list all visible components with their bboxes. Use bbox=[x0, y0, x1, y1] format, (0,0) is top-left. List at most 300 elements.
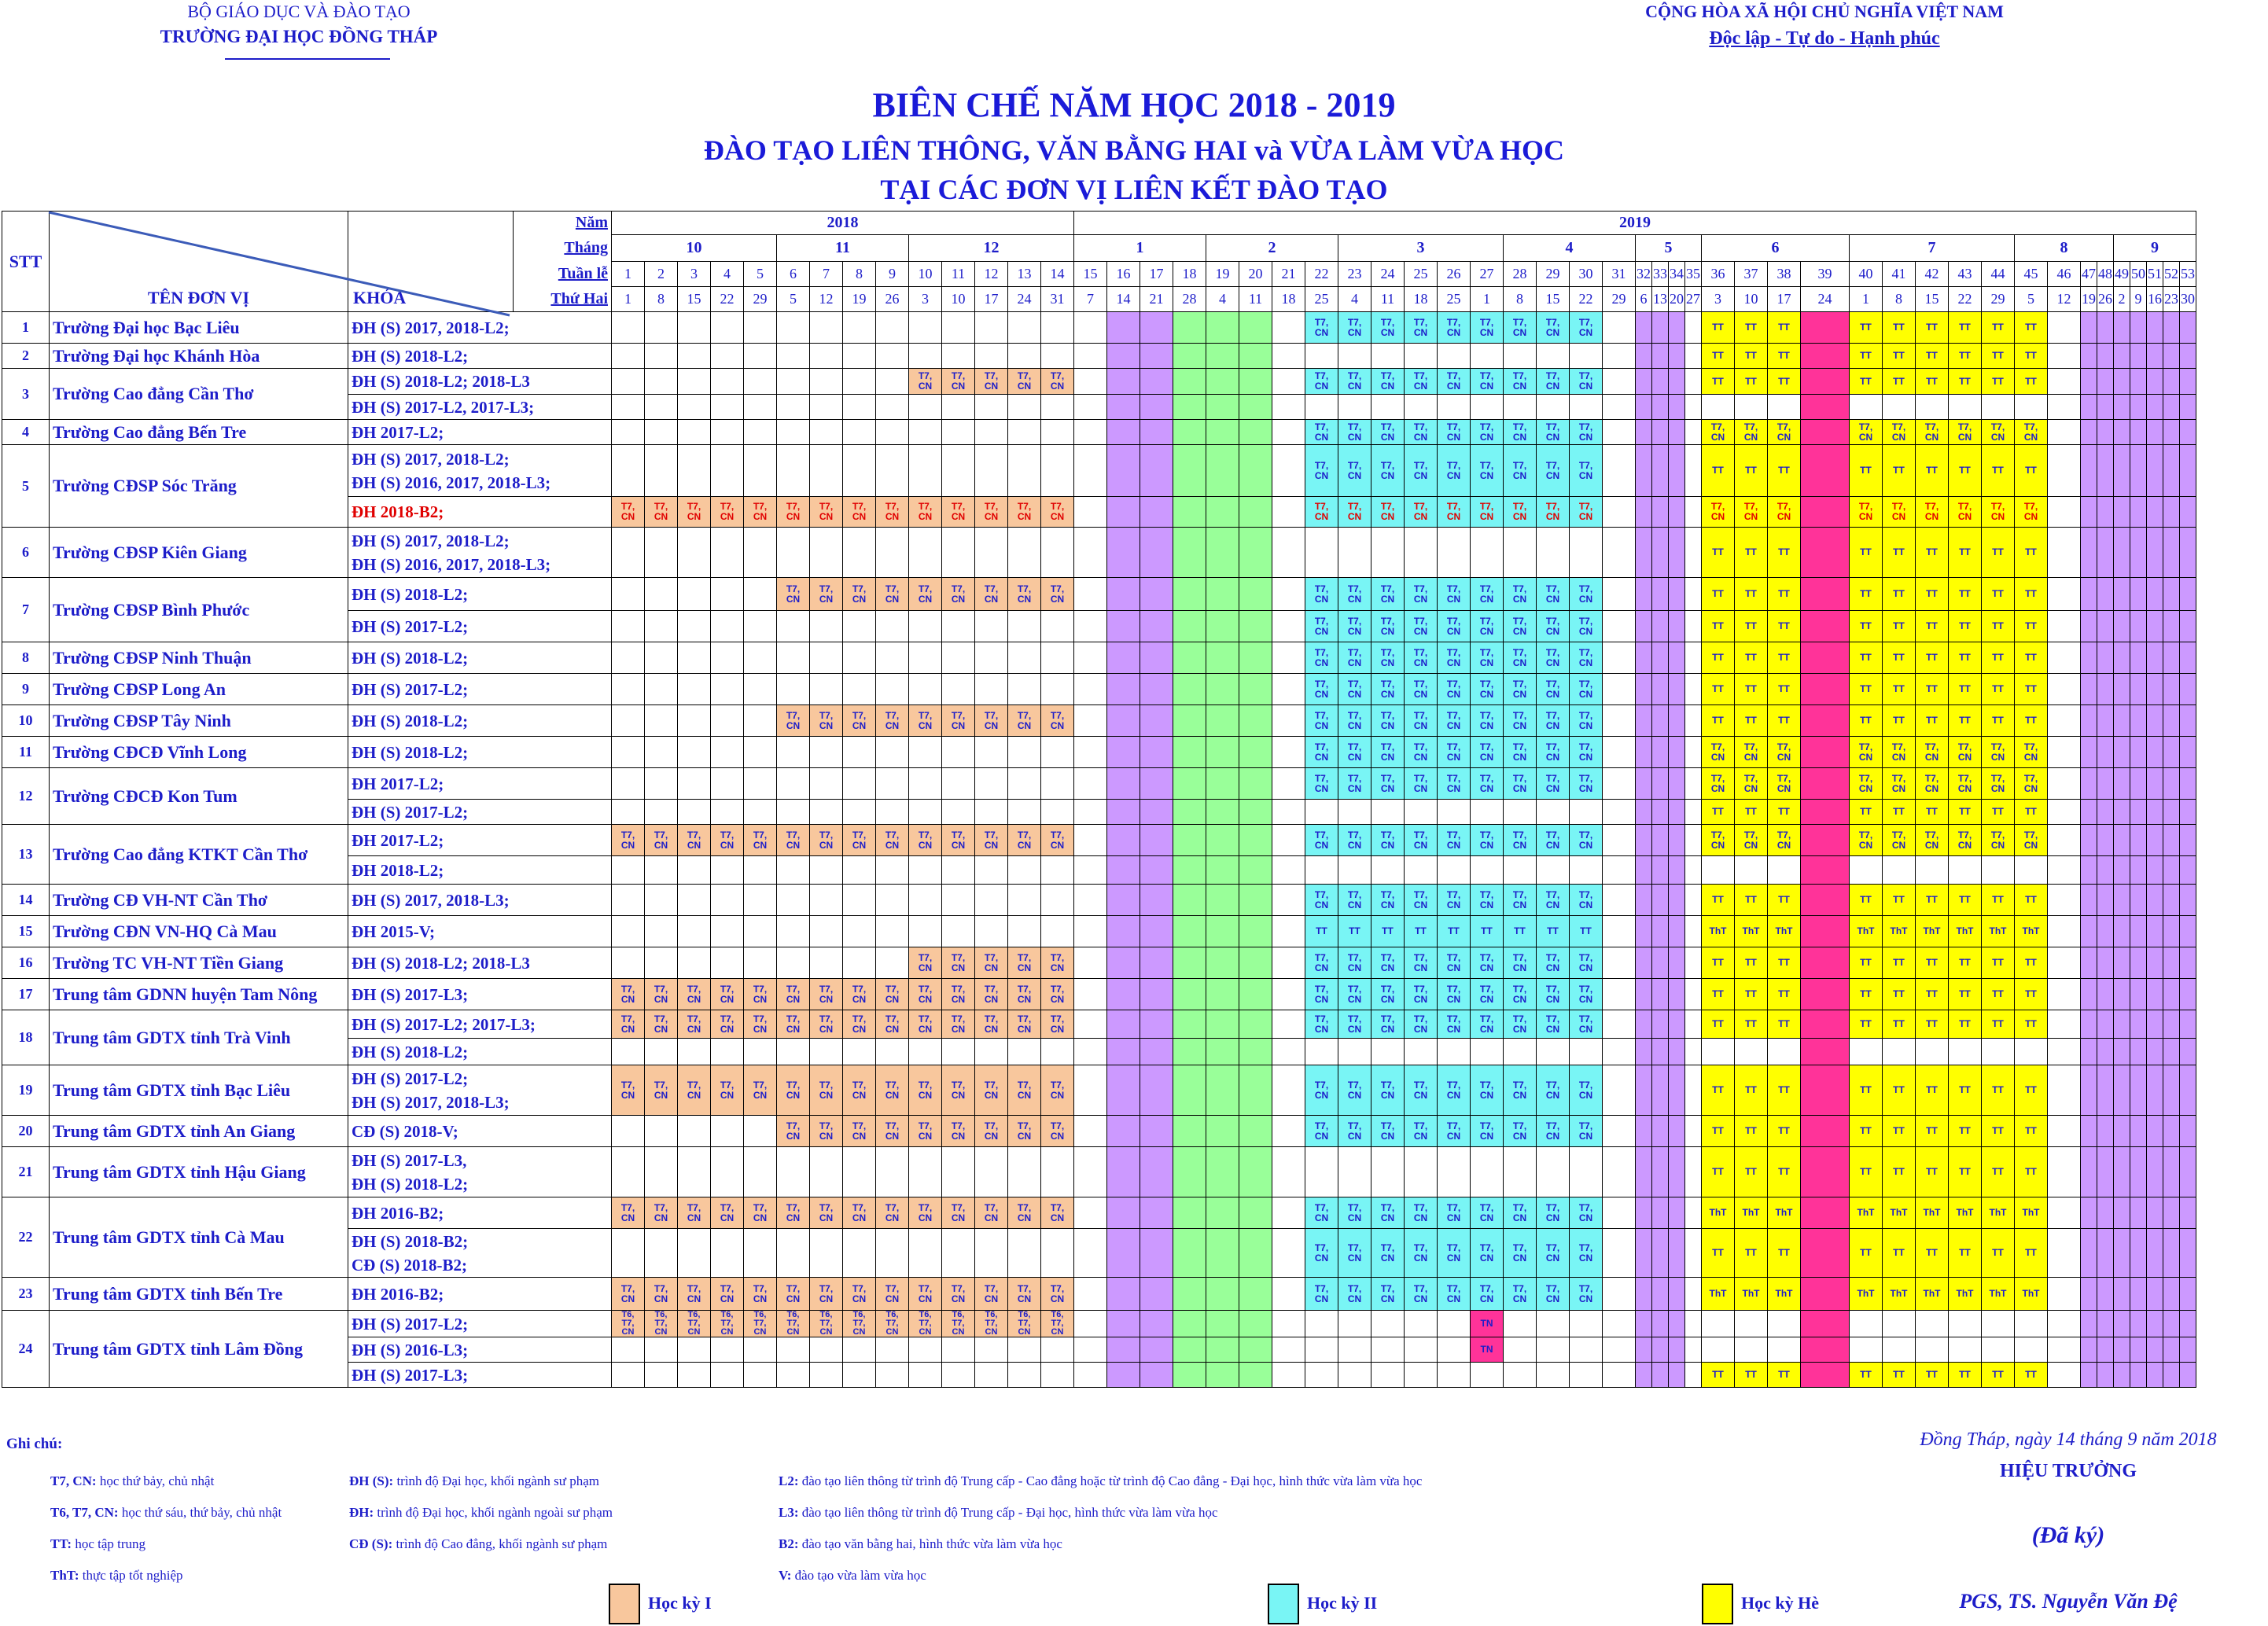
note-value: đào tạo liên thông từ trình độ Trung cấp - Cao đẳng hoặc từ trình độ Cao đẳng - Đại học, hình thức vừa làm vừa học bbox=[798, 1473, 1423, 1488]
schedule-cell: T7, CN bbox=[1504, 1065, 1537, 1116]
schedule-cell bbox=[2147, 445, 2163, 497]
schedule-cell bbox=[2114, 947, 2130, 979]
schedule-cell: ThT bbox=[2015, 1197, 2048, 1229]
schedule-cell bbox=[1173, 947, 1206, 979]
note-key: V: bbox=[779, 1568, 792, 1583]
schedule-cell bbox=[2180, 916, 2196, 947]
schedule-cell bbox=[1405, 344, 1438, 369]
schedule-cell bbox=[1949, 1039, 1982, 1065]
schedule-cell bbox=[1206, 369, 1239, 395]
schedule-cell bbox=[2081, 885, 2097, 916]
schedule-cell: T7, CN bbox=[612, 1065, 645, 1116]
row-stt: 17 bbox=[2, 979, 50, 1010]
schedule-cell: T7, CN bbox=[810, 578, 843, 611]
schedule-cell bbox=[2114, 1337, 2130, 1363]
schedule-cell bbox=[2114, 1229, 2130, 1278]
note-value: học tập trung bbox=[72, 1536, 146, 1551]
schedule-cell: TT bbox=[1949, 800, 1982, 825]
schedule-cell: TT bbox=[1982, 705, 2015, 737]
schedule-cell bbox=[1471, 856, 1504, 885]
schedule-cell: T7, CN bbox=[1537, 611, 1570, 642]
schedule-cell bbox=[975, 312, 1008, 344]
schedule-cell bbox=[843, 1337, 876, 1363]
schedule-cell: T7, CN bbox=[810, 1065, 843, 1116]
schedule-cell bbox=[1652, 1337, 1669, 1363]
schedule-cell bbox=[2114, 1363, 2130, 1388]
schedule-cell: T7, CN bbox=[975, 497, 1008, 528]
schedule-cell bbox=[2114, 1311, 2130, 1337]
week-cell: 15 bbox=[1074, 262, 1107, 287]
schedule-cell bbox=[777, 1147, 810, 1197]
schedule-cell: T7, CN bbox=[1371, 737, 1405, 768]
table-row bbox=[2, 947, 2196, 979]
schedule-cell bbox=[942, 1363, 975, 1388]
schedule-cell bbox=[2147, 611, 2163, 642]
schedule-cell: TT bbox=[1916, 578, 1949, 611]
schedule-cell bbox=[1008, 800, 1041, 825]
schedule-cell bbox=[1206, 1147, 1239, 1197]
schedule-cell bbox=[678, 1337, 711, 1363]
schedule-cell bbox=[678, 420, 711, 445]
schedule-cell: TT bbox=[1916, 705, 1949, 737]
week-cell: 28 bbox=[1504, 262, 1537, 287]
row-unit-name: Trường Cao đẳng Cần Thơ bbox=[50, 369, 348, 420]
schedule-cell bbox=[1685, 800, 1702, 825]
schedule-cell bbox=[1603, 800, 1636, 825]
schedule-cell: T7, CN bbox=[645, 1278, 678, 1311]
schedule-cell: T7, CN bbox=[1702, 420, 1735, 445]
schedule-cell: T6, T7, CN bbox=[777, 1311, 810, 1337]
schedule-cell bbox=[1982, 395, 2015, 420]
schedule-cell: T7, CN bbox=[975, 979, 1008, 1010]
row-khoa: ĐH (S) 2018-L2; bbox=[348, 737, 612, 768]
schedule-cell bbox=[1041, 1039, 1074, 1065]
schedule-cell: T7, CN bbox=[1504, 578, 1537, 611]
schedule-cell bbox=[1768, 856, 1801, 885]
schedule-cell: T6, T7, CN bbox=[942, 1311, 975, 1337]
schedule-cell bbox=[1074, 1337, 1107, 1363]
schedule-cell bbox=[2130, 611, 2147, 642]
schedule-cell bbox=[2081, 705, 2097, 737]
schedule-cell bbox=[777, 1039, 810, 1065]
schedule-cell bbox=[645, 674, 678, 705]
schedule-cell: TT bbox=[1768, 1147, 1801, 1197]
monday-cell: 30 bbox=[2180, 287, 2196, 312]
schedule-cell bbox=[975, 856, 1008, 885]
schedule-cell bbox=[744, 768, 777, 800]
schedule-cell: T7, CN bbox=[1305, 979, 1338, 1010]
schedule-cell bbox=[1305, 1337, 1338, 1363]
row-unit-name: Trung tâm GDTX tỉnh Trà Vinh bbox=[50, 1010, 348, 1065]
schedule-cell: T7, CN bbox=[1371, 1065, 1405, 1116]
schedule-cell: T7, CN bbox=[942, 369, 975, 395]
schedule-cell: T7, CN bbox=[909, 1065, 942, 1116]
schedule-cell bbox=[810, 1039, 843, 1065]
schedule-cell: TT bbox=[1735, 800, 1768, 825]
schedule-cell: T7, CN bbox=[1305, 1229, 1338, 1278]
schedule-cell bbox=[1636, 1229, 1652, 1278]
monday-cell: 17 bbox=[975, 287, 1008, 312]
schedule-cell bbox=[2163, 642, 2180, 674]
schedule-cell bbox=[876, 445, 909, 497]
row-unit-name: Trung tâm GDTX tỉnh An Giang bbox=[50, 1116, 348, 1147]
row-khoa: ĐH 2016-B2; bbox=[348, 1197, 612, 1229]
schedule-cell bbox=[1636, 611, 1652, 642]
schedule-cell bbox=[2097, 1147, 2114, 1197]
schedule-cell bbox=[1272, 1229, 1305, 1278]
table-row bbox=[2, 979, 2196, 1010]
schedule-cell bbox=[1504, 344, 1537, 369]
schedule-cell: ThT bbox=[1768, 1278, 1801, 1311]
schedule-cell bbox=[1338, 1337, 1371, 1363]
schedule-cell bbox=[1801, 528, 1850, 578]
schedule-cell bbox=[612, 445, 645, 497]
schedule-cell bbox=[2097, 1278, 2114, 1311]
schedule-cell bbox=[1272, 1039, 1305, 1065]
schedule-cell bbox=[843, 768, 876, 800]
schedule-cell: T7, CN bbox=[876, 979, 909, 1010]
schedule-cell bbox=[2163, 856, 2180, 885]
schedule-cell: T7, CN bbox=[612, 1278, 645, 1311]
schedule-cell bbox=[2097, 420, 2114, 445]
schedule-cell: T7, CN bbox=[843, 1065, 876, 1116]
schedule-cell bbox=[942, 1229, 975, 1278]
schedule-cell bbox=[1173, 395, 1206, 420]
row-unit-name: Trường CĐN VN-HQ Cà Mau bbox=[50, 916, 348, 947]
page-title: BIÊN CHẾ NĂM HỌC 2018 - 2019 bbox=[872, 86, 1396, 124]
schedule-cell bbox=[1140, 344, 1173, 369]
schedule-cell bbox=[1074, 979, 1107, 1010]
schedule-cell: T7, CN bbox=[678, 1278, 711, 1311]
row-khoa: ĐH (S) 2017, 2018-L3; bbox=[348, 885, 612, 916]
monday-cell: 25 bbox=[1305, 287, 1338, 312]
schedule-cell bbox=[2081, 1229, 2097, 1278]
motto-label: Độc lập - Tự do - Hạnh phúc bbox=[1709, 28, 1940, 49]
schedule-cell bbox=[1438, 800, 1471, 825]
schedule-cell bbox=[1173, 1197, 1206, 1229]
schedule-cell bbox=[1636, 1278, 1652, 1311]
schedule-cell: T7, CN bbox=[1405, 578, 1438, 611]
row-khoa: ĐH (S) 2017-L2; bbox=[348, 800, 612, 825]
schedule-cell: TT bbox=[1702, 1147, 1735, 1197]
schedule-cell bbox=[1371, 344, 1405, 369]
schedule-cell bbox=[2163, 1197, 2180, 1229]
schedule-cell bbox=[1652, 1116, 1669, 1147]
schedule-cell bbox=[678, 947, 711, 979]
schedule-cell bbox=[1652, 674, 1669, 705]
schedule-cell bbox=[1239, 768, 1272, 800]
schedule-cell bbox=[1685, 1065, 1702, 1116]
schedule-cell bbox=[2081, 825, 2097, 856]
schedule-cell bbox=[1173, 1337, 1206, 1363]
schedule-cell bbox=[2163, 445, 2180, 497]
schedule-cell bbox=[2130, 445, 2147, 497]
schedule-cell bbox=[1371, 1311, 1405, 1337]
schedule-cell: TT bbox=[1883, 1147, 1916, 1197]
schedule-cell bbox=[1008, 445, 1041, 497]
schedule-cell: T7, CN bbox=[1338, 705, 1371, 737]
schedule-cell bbox=[810, 395, 843, 420]
schedule-cell bbox=[1603, 1147, 1636, 1197]
monday-cell: 22 bbox=[711, 287, 744, 312]
schedule-cell bbox=[1173, 825, 1206, 856]
schedule-cell bbox=[942, 528, 975, 578]
schedule-cell bbox=[1801, 979, 1850, 1010]
schedule-cell: TT bbox=[1702, 1116, 1735, 1147]
schedule-cell: T7, CN bbox=[1735, 497, 1768, 528]
schedule-cell bbox=[1107, 369, 1140, 395]
schedule-cell bbox=[1669, 497, 1685, 528]
row-khoa: ĐH (S) 2018-L2; bbox=[348, 1039, 612, 1065]
schedule-cell bbox=[1636, 528, 1652, 578]
row-khoa: CĐ (S) 2018-V; bbox=[348, 1116, 612, 1147]
schedule-cell: T7, CN bbox=[1471, 674, 1504, 705]
schedule-cell bbox=[1206, 528, 1239, 578]
schedule-cell bbox=[645, 578, 678, 611]
schedule-cell: T7, CN bbox=[612, 825, 645, 856]
schedule-cell bbox=[909, 395, 942, 420]
schedule-cell bbox=[1371, 1147, 1405, 1197]
schedule-cell bbox=[1074, 528, 1107, 578]
schedule-cell bbox=[1504, 1311, 1537, 1337]
schedule-cell: T7, CN bbox=[1702, 768, 1735, 800]
schedule-cell: T7, CN bbox=[1570, 369, 1603, 395]
schedule-cell bbox=[942, 344, 975, 369]
schedule-cell bbox=[2147, 1337, 2163, 1363]
schedule-cell bbox=[612, 1116, 645, 1147]
schedule-cell: T7, CN bbox=[744, 1065, 777, 1116]
schedule-cell bbox=[1140, 312, 1173, 344]
schedule-cell: TT bbox=[1883, 1010, 1916, 1039]
schedule-cell bbox=[1669, 674, 1685, 705]
schedule-cell: T7, CN bbox=[1537, 1065, 1570, 1116]
schedule-cell bbox=[678, 737, 711, 768]
schedule-cell: T7, CN bbox=[1702, 497, 1735, 528]
monday-cell: 19 bbox=[843, 287, 876, 312]
schedule-cell bbox=[1669, 916, 1685, 947]
schedule-cell bbox=[1206, 642, 1239, 674]
schedule-cell bbox=[1405, 1363, 1438, 1388]
row-khoa: ĐH 2018-B2; bbox=[348, 497, 612, 528]
schedule-cell bbox=[876, 312, 909, 344]
schedule-cell bbox=[2097, 1337, 2114, 1363]
schedule-cell bbox=[711, 705, 744, 737]
schedule-cell bbox=[612, 737, 645, 768]
schedule-cell bbox=[1140, 1039, 1173, 1065]
schedule-cell: T7, CN bbox=[1504, 825, 1537, 856]
schedule-cell bbox=[2097, 1363, 2114, 1388]
schedule-cell: T6, T7, CN bbox=[711, 1311, 744, 1337]
schedule-cell bbox=[2114, 825, 2130, 856]
schedule-cell bbox=[2147, 856, 2163, 885]
schedule-cell: TT bbox=[1850, 947, 1883, 979]
schedule-cell bbox=[1272, 885, 1305, 916]
schedule-cell: T7, CN bbox=[1537, 1116, 1570, 1147]
schedule-cell: T7, CN bbox=[1305, 1116, 1338, 1147]
schedule-cell: T7, CN bbox=[678, 1197, 711, 1229]
schedule-cell bbox=[1338, 856, 1371, 885]
schedule-cell bbox=[1471, 344, 1504, 369]
schedule-cell: T7, CN bbox=[1371, 369, 1405, 395]
schedule-cell: ThT bbox=[1735, 916, 1768, 947]
schedule-cell bbox=[2081, 800, 2097, 825]
schedule-cell bbox=[1272, 1116, 1305, 1147]
schedule-cell: T7, CN bbox=[645, 497, 678, 528]
table-row bbox=[2, 1197, 2196, 1229]
schedule-cell bbox=[843, 528, 876, 578]
schedule-cell: TT bbox=[1982, 528, 2015, 578]
week-cell: 17 bbox=[1140, 262, 1173, 287]
schedule-cell bbox=[612, 1147, 645, 1197]
week-cell: 18 bbox=[1173, 262, 1206, 287]
monday-cell: 1 bbox=[1471, 287, 1504, 312]
schedule-cell bbox=[2097, 528, 2114, 578]
schedule-cell bbox=[1074, 420, 1107, 445]
schedule-cell: T7, CN bbox=[1338, 674, 1371, 705]
schedule-cell: T7, CN bbox=[975, 1278, 1008, 1311]
schedule-cell bbox=[2114, 611, 2130, 642]
schedule-cell bbox=[1603, 737, 1636, 768]
schedule-cell bbox=[2147, 578, 2163, 611]
schedule-cell bbox=[1801, 1065, 1850, 1116]
schedule-cell bbox=[1636, 312, 1652, 344]
schedule-cell bbox=[678, 642, 711, 674]
schedule-cell bbox=[2114, 1197, 2130, 1229]
week-cell: 43 bbox=[1949, 262, 1982, 287]
schedule-cell bbox=[2114, 1065, 2130, 1116]
schedule-cell bbox=[744, 578, 777, 611]
schedule-cell bbox=[645, 768, 678, 800]
monday-cell: 5 bbox=[777, 287, 810, 312]
schedule-cell bbox=[1008, 395, 1041, 420]
schedule-cell bbox=[1603, 1363, 1636, 1388]
schedule-cell bbox=[2180, 1278, 2196, 1311]
schedule-cell: T7, CN bbox=[1008, 947, 1041, 979]
schedule-cell bbox=[1685, 825, 1702, 856]
schedule-cell: T7, CN bbox=[1305, 497, 1338, 528]
note-item bbox=[349, 1529, 613, 1560]
schedule-cell bbox=[1438, 856, 1471, 885]
schedule-cell: TT bbox=[1982, 1116, 2015, 1147]
schedule-cell: TT bbox=[1883, 611, 1916, 642]
schedule-cell bbox=[1074, 856, 1107, 885]
schedule-cell bbox=[2180, 705, 2196, 737]
schedule-cell bbox=[909, 916, 942, 947]
row-khoa: ĐH (S) 2018-L2; 2018-L3 bbox=[348, 947, 612, 979]
schedule-cell: T7, CN bbox=[810, 1278, 843, 1311]
schedule-cell bbox=[1107, 825, 1140, 856]
schedule-cell: T6, T7, CN bbox=[810, 1311, 843, 1337]
schedule-cell bbox=[1074, 1147, 1107, 1197]
week-cell: 3 bbox=[678, 262, 711, 287]
schedule-cell: T7, CN bbox=[1338, 737, 1371, 768]
schedule-cell bbox=[1669, 705, 1685, 737]
schedule-cell bbox=[1338, 1363, 1371, 1388]
schedule-cell: T7, CN bbox=[1438, 1197, 1471, 1229]
schedule-cell bbox=[1652, 528, 1669, 578]
schedule-cell bbox=[876, 1147, 909, 1197]
schedule-cell: T7, CN bbox=[711, 1065, 744, 1116]
schedule-cell bbox=[942, 312, 975, 344]
schedule-cell bbox=[1916, 1337, 1949, 1363]
schedule-cell bbox=[1206, 674, 1239, 705]
schedule-cell bbox=[711, 737, 744, 768]
schedule-cell: T7, CN bbox=[1438, 611, 1471, 642]
schedule-cell: TT bbox=[1949, 1065, 1982, 1116]
schedule-cell: TT bbox=[1570, 916, 1603, 947]
schedule-cell bbox=[1107, 1039, 1140, 1065]
schedule-cell: T7, CN bbox=[1768, 497, 1801, 528]
schedule-cell bbox=[1801, 312, 1850, 344]
schedule-cell: T7, CN bbox=[1041, 1278, 1074, 1311]
schedule-cell bbox=[1041, 642, 1074, 674]
schedule-cell: T7, CN bbox=[1008, 825, 1041, 856]
schedule-cell: TT bbox=[1735, 1116, 1768, 1147]
row-unit-name: Trường CĐSP Bình Phước bbox=[50, 578, 348, 642]
schedule-cell bbox=[2163, 1039, 2180, 1065]
schedule-cell bbox=[810, 369, 843, 395]
schedule-cell: TN bbox=[1471, 1311, 1504, 1337]
schedule-cell: ThT bbox=[1883, 1197, 1916, 1229]
schedule-cell bbox=[942, 768, 975, 800]
schedule-cell: T7, CN bbox=[975, 705, 1008, 737]
schedule-cell: T7, CN bbox=[777, 1278, 810, 1311]
schedule-cell bbox=[1405, 1311, 1438, 1337]
schedule-cell: T7, CN bbox=[1371, 705, 1405, 737]
schedule-cell: T7, CN bbox=[1537, 420, 1570, 445]
schedule-cell: TT bbox=[1735, 885, 1768, 916]
schedule-cell bbox=[2180, 312, 2196, 344]
schedule-cell: T7, CN bbox=[1305, 611, 1338, 642]
schedule-cell bbox=[2048, 420, 2081, 445]
schedule-cell bbox=[1636, 369, 1652, 395]
schedule-cell bbox=[876, 1039, 909, 1065]
monday-cell: 12 bbox=[810, 287, 843, 312]
schedule-cell: TT bbox=[1768, 1363, 1801, 1388]
schedule-cell bbox=[2097, 737, 2114, 768]
schedule-cell bbox=[1041, 611, 1074, 642]
schedule-cell: T7, CN bbox=[1008, 369, 1041, 395]
schedule-cell: TT bbox=[1850, 674, 1883, 705]
schedule-cell bbox=[2097, 1010, 2114, 1039]
schedule-cell: T7, CN bbox=[1405, 1197, 1438, 1229]
schedule-cell: T7, CN bbox=[1471, 611, 1504, 642]
schedule-cell: T7, CN bbox=[1537, 1229, 1570, 1278]
monday-cell: 22 bbox=[1949, 287, 1982, 312]
monday-cell: 19 bbox=[2081, 287, 2097, 312]
schedule-cell bbox=[1636, 1363, 1652, 1388]
schedule-cell bbox=[2114, 578, 2130, 611]
schedule-cell bbox=[1636, 395, 1652, 420]
schedule-cell: ThT bbox=[1883, 1278, 1916, 1311]
schedule-cell: T7, CN bbox=[1570, 1278, 1603, 1311]
schedule-cell: T7, CN bbox=[1471, 737, 1504, 768]
schedule-cell: TT bbox=[1916, 674, 1949, 705]
schedule-cell bbox=[1074, 1229, 1107, 1278]
schedule-cell bbox=[1107, 312, 1140, 344]
schedule-cell bbox=[843, 369, 876, 395]
schedule-cell bbox=[1173, 528, 1206, 578]
schedule-cell bbox=[1652, 1147, 1669, 1197]
schedule-cell bbox=[744, 420, 777, 445]
schedule-cell bbox=[678, 1116, 711, 1147]
schedule-cell bbox=[2180, 420, 2196, 445]
schedule-cell: T7, CN bbox=[1537, 312, 1570, 344]
schedule-cell: T7, CN bbox=[1768, 420, 1801, 445]
schedule-cell bbox=[1471, 1147, 1504, 1197]
schedule-cell bbox=[777, 369, 810, 395]
month-cell: 8 bbox=[2015, 235, 2114, 262]
